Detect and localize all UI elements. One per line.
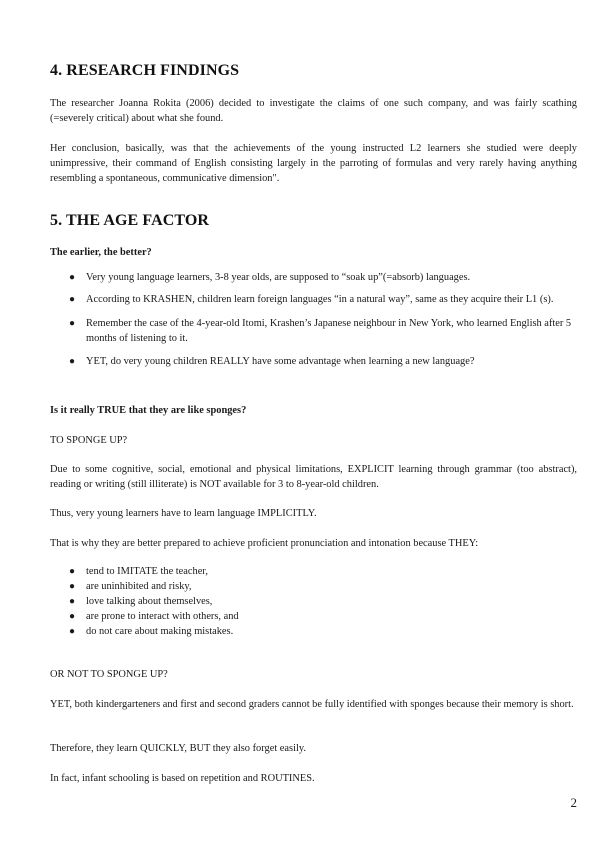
bullet-icon: ●: [69, 611, 76, 622]
list-item: [50, 316, 577, 346]
paragraph-infant-schooling: In fact, infant schooling is based on repetition and ROUTINES.: [50, 773, 315, 784]
list-item: [50, 564, 577, 579]
paragraph-kindergarteners: YET, both kindergarteners and first and second graders cannot be fully identified with sponges because their memory is short.: [50, 699, 574, 710]
paragraph-that-is-why: That is why they are better prepared to achieve proficient pronunciation and intonation because THEY:: [50, 538, 479, 549]
list-item-text: do not care about making mistakes.: [86, 626, 234, 637]
section-heading-research-findings: 4. RESEARCH FINDINGS: [50, 62, 240, 79]
list-item-text: are prone to interact with others, and: [86, 611, 239, 622]
page-number: 2: [570, 795, 577, 810]
section-heading-age-factor: 5. THE AGE FACTOR: [50, 212, 210, 229]
subheading-like-sponges: Is it really TRUE that they are like sponges?: [50, 405, 247, 416]
list-item: [50, 594, 577, 609]
bullet-list-they: [50, 564, 577, 639]
bullet-icon: ●: [69, 581, 76, 592]
bullet-icon: ●: [69, 596, 76, 607]
paragraph-limitations: Due to some cognitive, social, emotional and physical limitations, EXPLICIT learning through grammar (too abstract), reading or writing (still illiterate) is NOT available for 3 to 8-year-old children.: [50, 464, 577, 490]
bullet-icon: ●: [69, 272, 76, 283]
bullet-icon: ●: [69, 356, 76, 367]
list-item: [50, 292, 577, 307]
paragraph-implicitly: Thus, very young learners have to learn language IMPLICITLY.: [50, 508, 317, 519]
list-item-text: YET, do very young children REALLY have some advantage when learning a new language?: [86, 356, 475, 367]
list-item-text: Very young language learners, 3-8 year olds, are supposed to “soak up”(=absorb) languages.: [86, 272, 471, 283]
bullet-list-earlier-better: [50, 270, 577, 369]
list-item-text: Remember the case of the 4-year-old Itomi, Krashen’s Japanese neighbour in New York, who learned English after 5 months of listening to it.: [86, 318, 572, 344]
list-item-text: love talking about themselves,: [86, 596, 213, 607]
list-item: [50, 609, 577, 624]
label-or-not-to-sponge-up: OR NOT TO SPONGE UP?: [50, 669, 168, 680]
list-item-text: are uninhibited and risky,: [86, 581, 192, 592]
bullet-icon: ●: [69, 626, 76, 637]
paragraph-rokita: The researcher Joanna Rokita (2006) decided to investigate the claims of one such company, and was fairly scathing (=severely critical) about what she found.: [50, 98, 577, 124]
subheading-earlier-better: The earlier, the better?: [50, 247, 152, 258]
list-item-text: tend to IMITATE the teacher,: [86, 566, 208, 577]
list-item: [50, 579, 577, 594]
bullet-icon: ●: [69, 294, 76, 305]
list-item: [50, 270, 577, 285]
paragraph-conclusion: Her conclusion, basically, was that the achievements of the young instructed L2 learners she studied were deeply unimpressive, their command of English consisting largely in the parroting of formulas and very rarely having anything resembling a spontaneous, communicative dimension".: [50, 143, 577, 184]
paragraph-learn-quickly: Therefore, they learn QUICKLY, BUT they also forget easily.: [50, 743, 306, 754]
label-to-sponge-up: TO SPONGE UP?: [50, 435, 128, 446]
list-item: [50, 624, 577, 639]
bullet-icon: ●: [69, 566, 76, 577]
list-item-text: According to KRASHEN, children learn foreign languages “in a natural way”, same as they acquire their L1 (s).: [86, 294, 554, 305]
bullet-icon: ●: [69, 318, 76, 329]
list-item: [50, 354, 577, 369]
